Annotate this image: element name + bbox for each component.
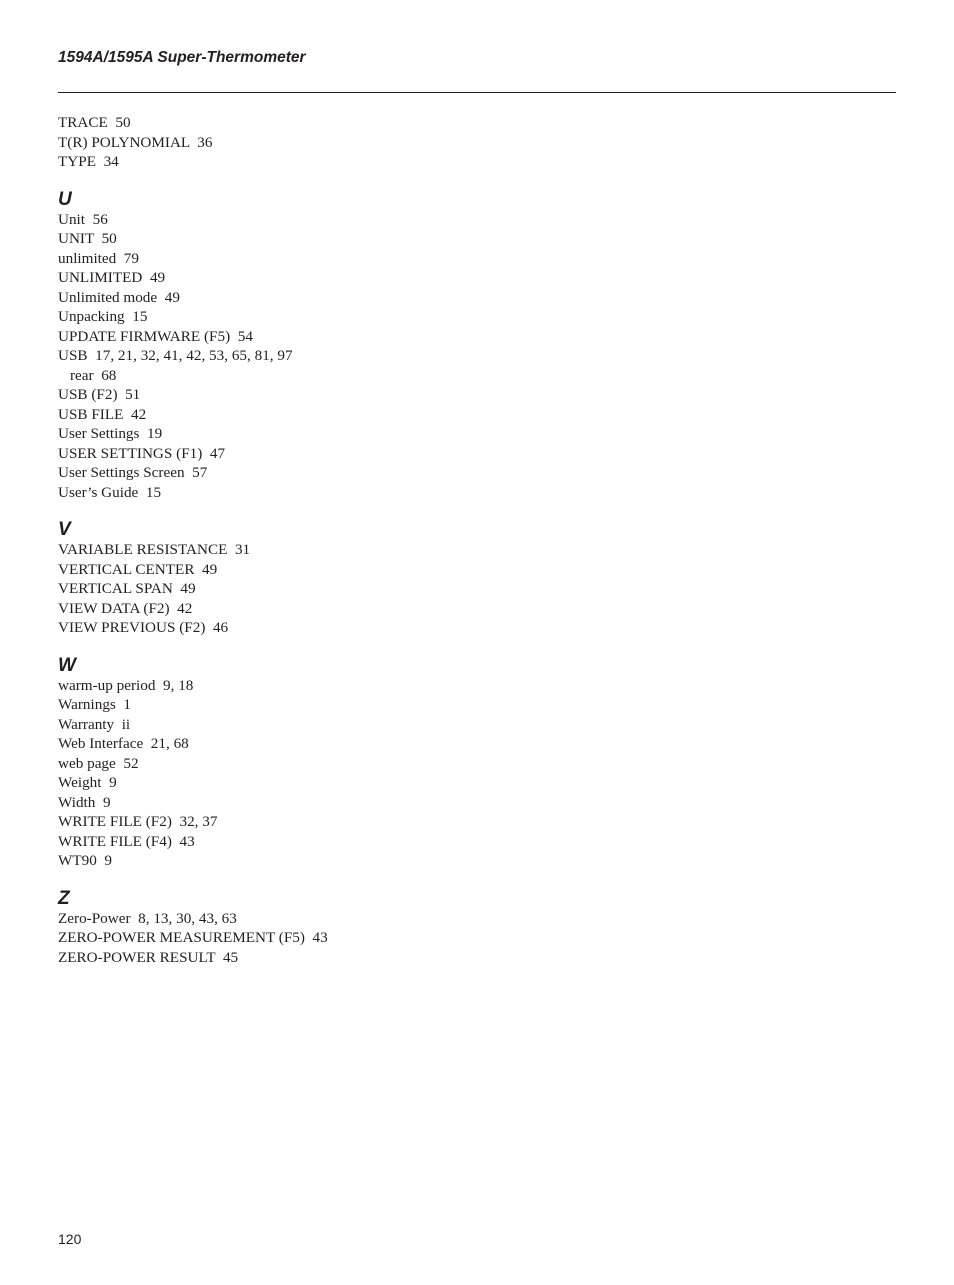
index-entry: Unlimited mode 49 bbox=[58, 288, 180, 306]
index-section bbox=[58, 656, 658, 871]
index-entry: web page 52 bbox=[58, 754, 139, 772]
index-entry: TRACE 50 bbox=[58, 114, 131, 131]
index-entry: WRITE FILE (F2) 32, 37 bbox=[58, 813, 218, 830]
index-entry: Zero-Power 8, 13, 30, 43, 63 bbox=[58, 909, 237, 927]
index-entry: Web Interface 21, 68 bbox=[58, 735, 189, 752]
index-entry: VERTICAL SPAN 49 bbox=[58, 580, 196, 597]
index-entry: ZERO-POWER MEASUREMENT (F5) 43 bbox=[58, 929, 328, 946]
index-entry: UNIT 50 bbox=[58, 230, 117, 247]
index-entry: User Settings Screen 57 bbox=[58, 464, 208, 481]
index-list bbox=[58, 113, 658, 967]
index-section bbox=[58, 889, 658, 968]
index-entry: unlimited 79 bbox=[58, 249, 139, 267]
index-entry: User Settings 19 bbox=[58, 425, 163, 442]
index-section bbox=[58, 113, 658, 172]
running-header-title: 1594A/1595A Super-Thermometer bbox=[58, 49, 306, 66]
header-rule bbox=[58, 92, 896, 93]
index-entry: Warnings 1 bbox=[58, 696, 132, 713]
index-letter-heading: W bbox=[58, 654, 76, 676]
index-entry: ZERO-POWER RESULT 45 bbox=[58, 948, 239, 966]
index-entry: VERTICAL CENTER 49 bbox=[58, 560, 218, 578]
index-section bbox=[58, 520, 658, 638]
index-entry: USB 17, 21, 32, 41, 42, 53, 65, 81, 97 bbox=[58, 347, 293, 364]
index-entry: WT90 9 bbox=[58, 852, 112, 869]
index-entry: USB FILE 42 bbox=[58, 405, 147, 423]
index-entry: VARIABLE RESISTANCE 31 bbox=[58, 541, 251, 558]
index-entry: VIEW DATA (F2) 42 bbox=[58, 599, 193, 617]
index-entry: UPDATE FIRMWARE (F5) 54 bbox=[58, 327, 253, 345]
index-entry: T(R) POLYNOMIAL 36 bbox=[58, 133, 213, 151]
index-entry: Warranty ii bbox=[58, 715, 131, 733]
index-entry: Width 9 bbox=[58, 793, 111, 811]
index-entry: TYPE 34 bbox=[58, 153, 119, 170]
index-letter-heading: V bbox=[58, 519, 71, 540]
index-entry: Unpacking 15 bbox=[58, 308, 148, 325]
index-entry: Unit 56 bbox=[58, 210, 108, 228]
index-section bbox=[58, 190, 658, 503]
index-entry: UNLIMITED 49 bbox=[58, 269, 166, 286]
index-entry: USER SETTINGS (F1) 47 bbox=[58, 444, 226, 462]
index-entry: VIEW PREVIOUS (F2) 46 bbox=[58, 619, 229, 636]
page-number: 120 bbox=[58, 1231, 82, 1247]
index-letter-heading: Z bbox=[58, 887, 70, 909]
index-subentry: rear 68 bbox=[70, 366, 117, 384]
index-entry: warm-up period 9, 18 bbox=[58, 676, 194, 694]
index-entry: User’s Guide 15 bbox=[58, 483, 162, 501]
index-entry: USB (F2) 51 bbox=[58, 386, 141, 403]
index-entry: Weight 9 bbox=[58, 774, 117, 791]
index-letter-heading: U bbox=[58, 188, 72, 210]
index-entry: WRITE FILE (F4) 43 bbox=[58, 832, 195, 850]
